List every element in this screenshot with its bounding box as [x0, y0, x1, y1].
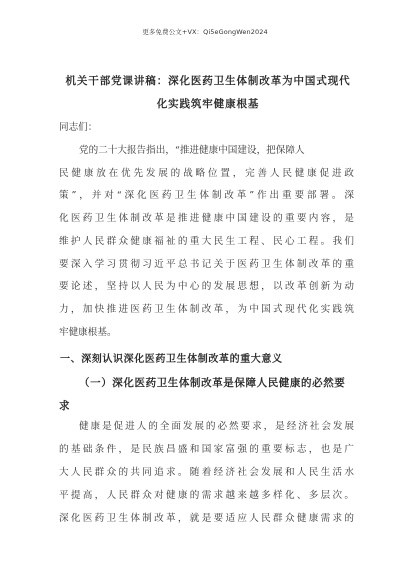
- intro-line: 要论述，坚持以人民为中心的发展思想，以改革创新为动: [59, 281, 354, 292]
- intro-line: 要深入学习贯彻习近平总书记关于医药卫生体制改革的重: [59, 259, 354, 270]
- body-line: 大人民群众的共同追求。随着经济社会发展和人民生活水: [59, 467, 354, 478]
- salutation: 同志们：: [59, 122, 98, 133]
- body-line: 的基础条件，是民族昌盛和国家富强的重要标志，也是广: [59, 444, 354, 455]
- body-line: 平提高，人民群众对健康的需求越来越多样化、多层次。: [59, 490, 354, 501]
- title-line-2: 化实践筑牢健康根基: [156, 98, 260, 110]
- subsection-heading-line-2: 求: [59, 400, 71, 412]
- body-line: 健康是促进人的全面发展的必然要求，是经济社会发展: [79, 421, 354, 432]
- body-line: 深化医药卫生体制改革，就是要适应人民群众健康需求的: [59, 513, 354, 524]
- section-heading: 一、深刻认识深化医药卫生体制改革的重大意义: [60, 354, 283, 365]
- intro-line: 力，加快推进医药卫生体制改革，为中国式现代化实践筑: [59, 304, 354, 315]
- header-note: 更多免费公文+VX：Qi5eGongWen2024: [142, 28, 268, 36]
- subsection-heading-line-1: （一）深化医药卫生体制改革是保障人民健康的必然要: [79, 377, 346, 389]
- intro-line: 民健康放在优先发展的战略位置，完善人民健康促进政: [59, 168, 354, 179]
- intro-line: 牢健康根基。: [59, 327, 117, 338]
- intro-line: 策”，并对“深化医药卫生体制改革”作出重要部署。深: [59, 190, 354, 201]
- intro-line: 化医药卫生体制改革是推进健康中国建设的重要内容，是: [59, 213, 354, 224]
- intro-line: 维护人民群众健康福祉的重大民生工程、民心工程。我们: [59, 236, 354, 247]
- title-line-1: 机关干部党课讲稿：深化医药卫生体制改革为中国式现代: [65, 75, 351, 87]
- intro-line: 党的二十大报告指出，“推进健康中国建设，把保障人: [79, 145, 305, 156]
